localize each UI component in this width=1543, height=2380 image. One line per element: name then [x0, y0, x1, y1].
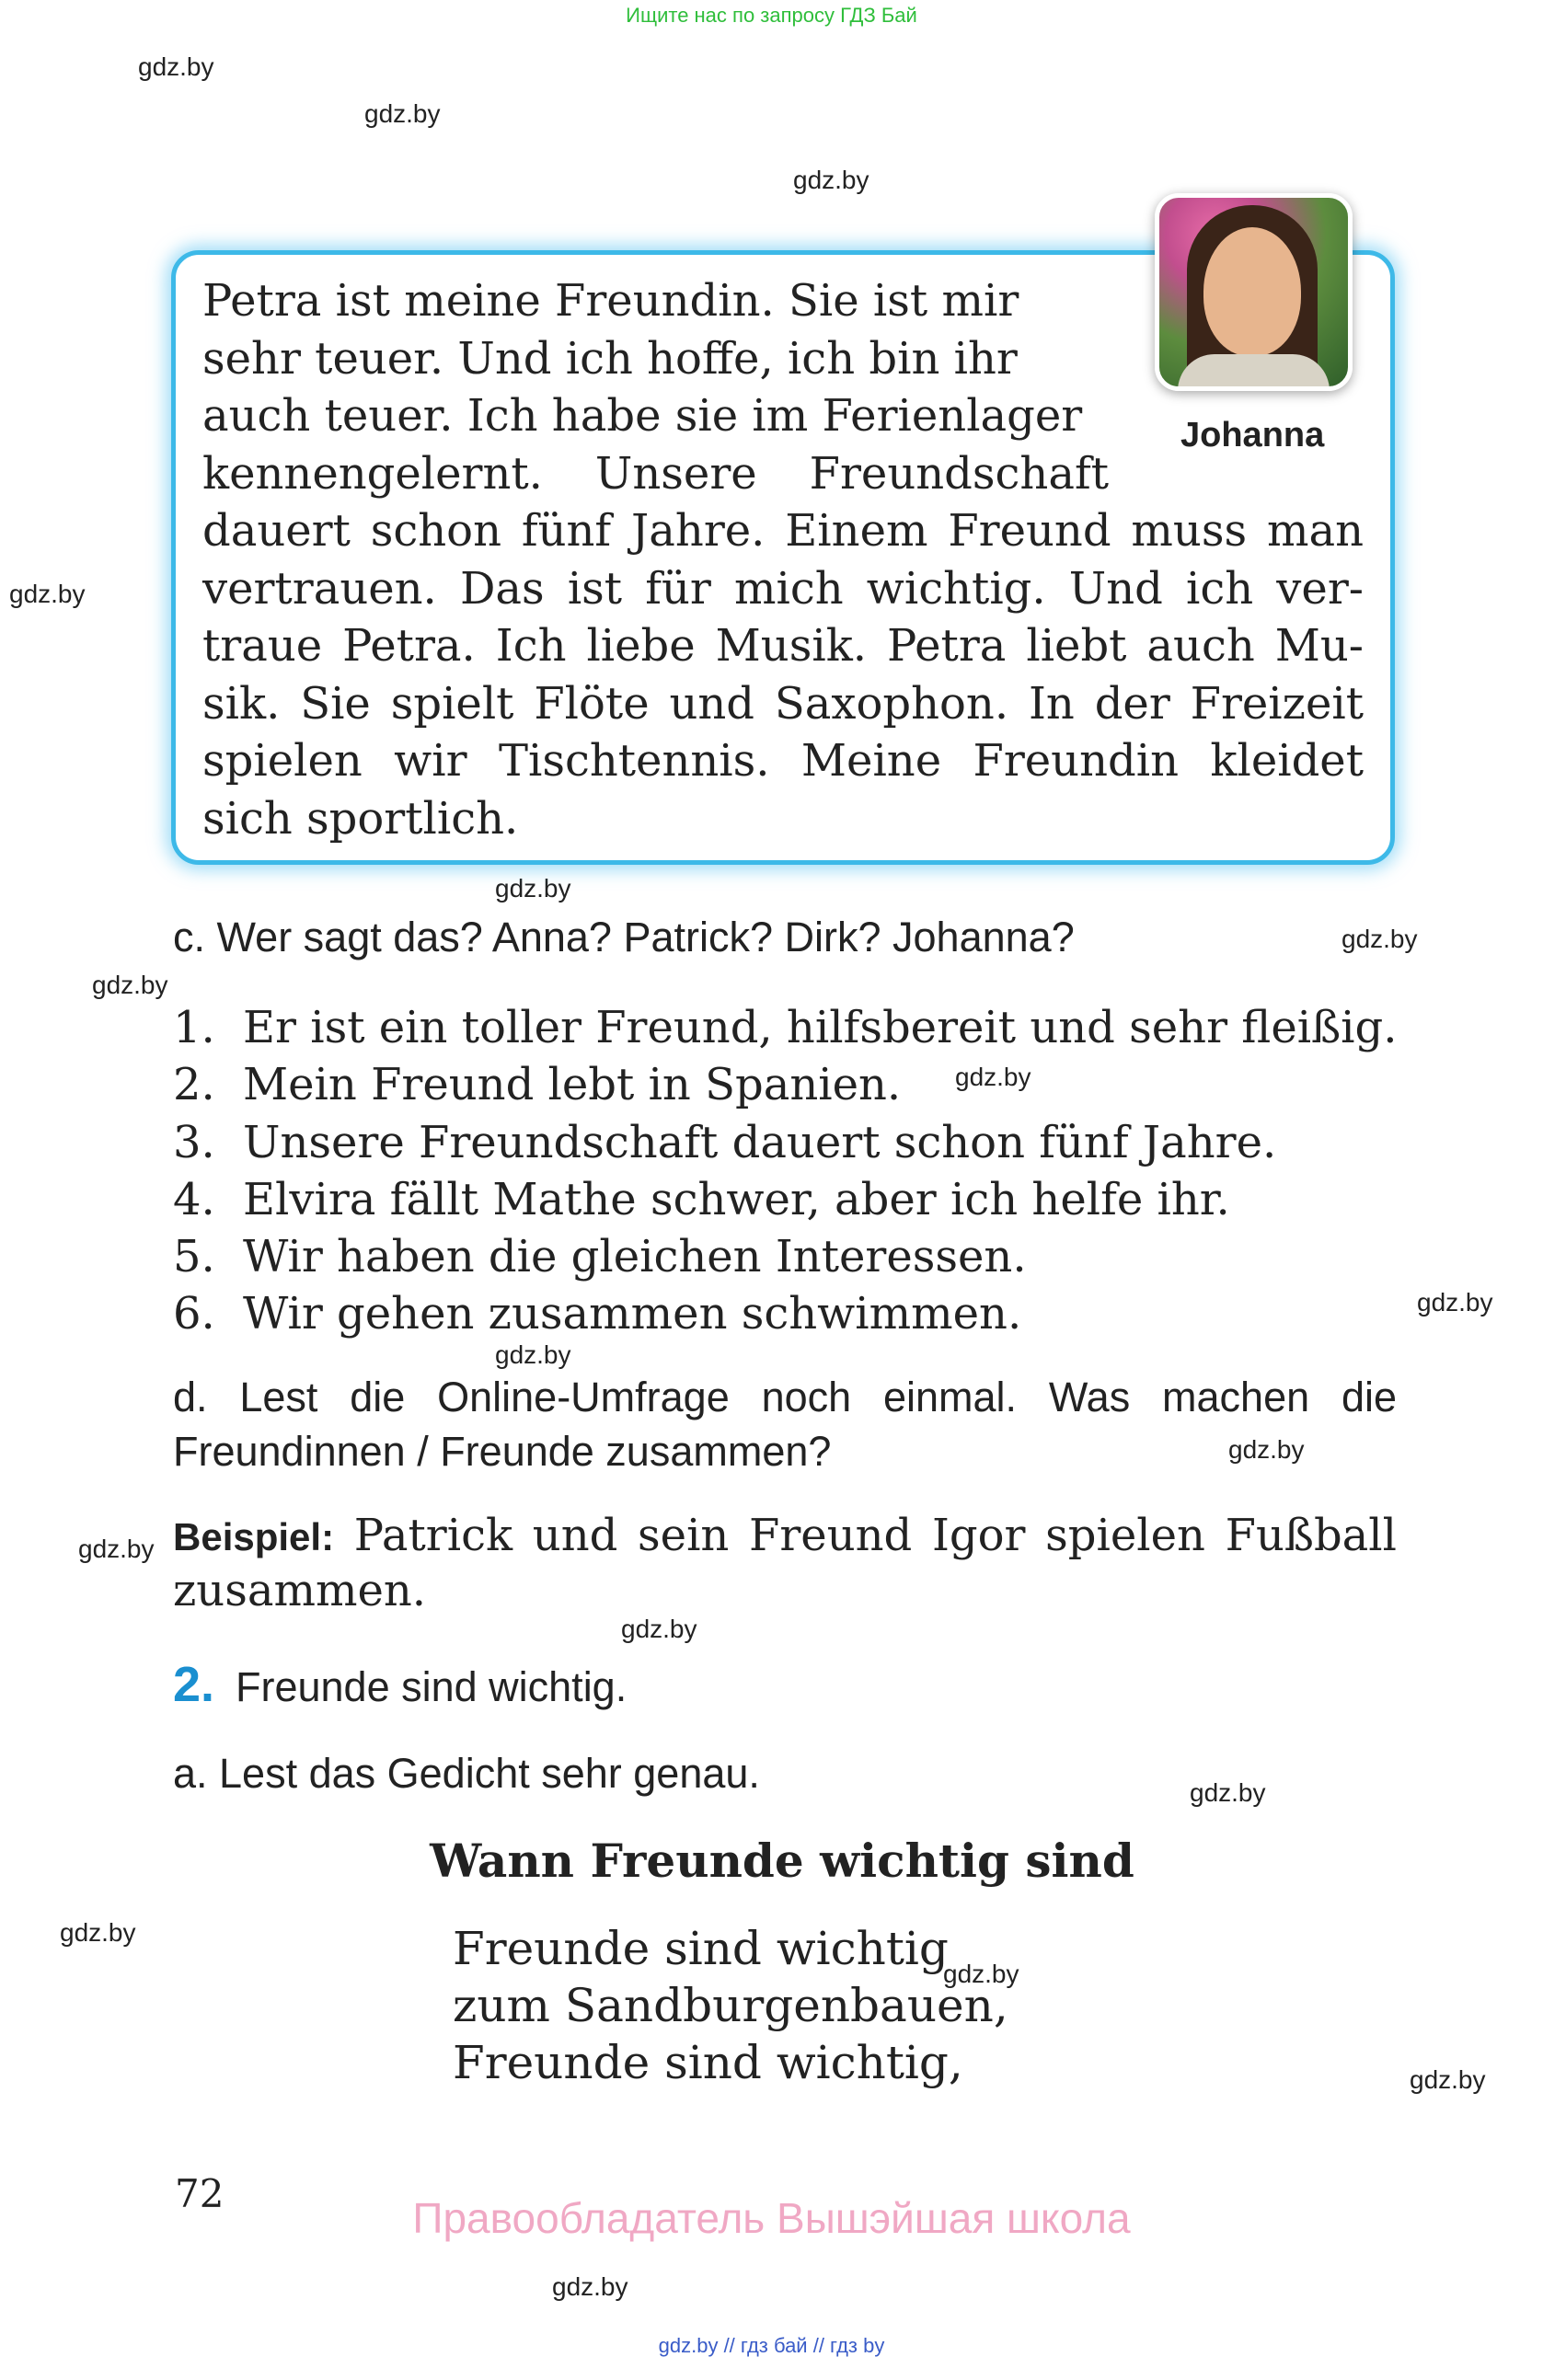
text-line: vertrauen. Das ist für mich wichtig. Und ich ver-: [202, 562, 1364, 615]
list-item: 1. Er ist ein toller Freund, hilfsbereit und sehr fleißig.: [173, 1002, 1398, 1053]
list-item: 3. Unsere Freundschaft dauert schon fünf Jahre.: [173, 1116, 1277, 1168]
watermark: gdz.by: [92, 971, 168, 999]
example-block: [173, 1509, 1397, 1617]
watermark: gdz.by: [1190, 1778, 1266, 1807]
exercise-title: Freunde sind wichtig.: [236, 1663, 628, 1710]
task-d-line1: d. Lest die Online-Umfrage noch einmal. Was machen die: [173, 1374, 1397, 1420]
text-line: dauert schon fünf Jahre. Einem Freund muss man: [202, 505, 1364, 557]
list-item: 5. Wir haben die gleichen Interessen.: [173, 1231, 1027, 1283]
poem-line: Freunde sind wichtig: [453, 1922, 949, 1975]
exercise-number: 2.: [173, 1657, 215, 1712]
task-c-heading: c. Wer sagt das? Anna? Patrick? Dirk? Johanna?: [173, 914, 1075, 960]
watermark: gdz.by: [1417, 1288, 1493, 1316]
text-line: Petra ist meine Freundin. Sie ist mir: [202, 275, 1019, 327]
poem-title: Wann Freunde wichtig sind: [430, 1834, 1134, 1888]
text-line: sich sportlich.: [202, 792, 519, 845]
text-line: spielen wir Tischtennis. Meine Freundin kleidet: [202, 735, 1364, 787]
watermark: gdz.by: [495, 1340, 571, 1369]
top-banner: Ищите нас по запросу ГДЗ Бай: [626, 4, 917, 27]
watermark: gdz.by: [1410, 2065, 1486, 2094]
watermark: gdz.by: [78, 1535, 155, 1563]
watermark: gdz.by: [955, 1063, 1031, 1091]
watermark: gdz.by: [793, 166, 869, 194]
watermark: gdz.by: [60, 1918, 136, 1947]
example-label: Beispiel:: [173, 1515, 335, 1558]
johanna-photo: [1155, 193, 1353, 391]
text-line: traue Petra. Ich liebe Musik. Petra liebt auch Mu-: [202, 620, 1364, 672]
photo-shirt: [1178, 354, 1330, 391]
copyright-note: Правообладатель Вышэйшая школа: [412, 2194, 1131, 2242]
watermark: gdz.by: [1228, 1435, 1305, 1464]
page-number: 72: [175, 2171, 225, 2216]
poem-line: Freunde sind wichtig,: [453, 2036, 963, 2089]
watermark: gdz.by: [9, 580, 86, 608]
photo-face: [1203, 227, 1301, 356]
footer-links[interactable]: gdz.by // гдз бай // гдз by: [658, 2334, 885, 2357]
text-line: sehr teuer. Und ich hoffe, ich bin ihr: [202, 332, 1018, 385]
poem-text: [453, 1920, 1008, 2091]
list-item: 2. Mein Freund lebt in Spanien.: [173, 1059, 902, 1111]
watermark: gdz.by: [1341, 925, 1418, 953]
list-item: 6. Wir gehen zusammen schwimmen.: [173, 1288, 1022, 1340]
watermark: gdz.by: [138, 52, 214, 81]
task-a-heading: a. Lest das Gedicht sehr genau.: [173, 1750, 760, 1797]
poem-line: zum Sandburgenbauen,: [453, 1979, 1008, 2032]
watermark: gdz.by: [495, 874, 571, 903]
text-line: sik. Sie spielt Flöte und Saxophon. In der Freizeit: [202, 677, 1364, 730]
statement-list: [173, 999, 1397, 1343]
example-text: Patrick und sein Freund Igor spielen Fußball zusammen.: [173, 1510, 1397, 1616]
task-d-line2: Freundinnen / Freunde zusammen?: [173, 1428, 832, 1475]
text-line: kennengelernt. Unsere Freundschaft: [202, 447, 1109, 500]
watermark: gdz.by: [943, 1960, 1019, 1988]
watermark: gdz.by: [621, 1615, 697, 1643]
text-line: auch teuer. Ich habe sie im Ferienlager: [202, 390, 1083, 442]
list-item: 4. Elvira fällt Mathe schwer, aber ich helfe ihr.: [173, 1173, 1230, 1225]
watermark: gdz.by: [364, 99, 441, 128]
watermark: gdz.by: [552, 2272, 628, 2301]
johanna-name-label: Johanna: [1180, 416, 1325, 454]
